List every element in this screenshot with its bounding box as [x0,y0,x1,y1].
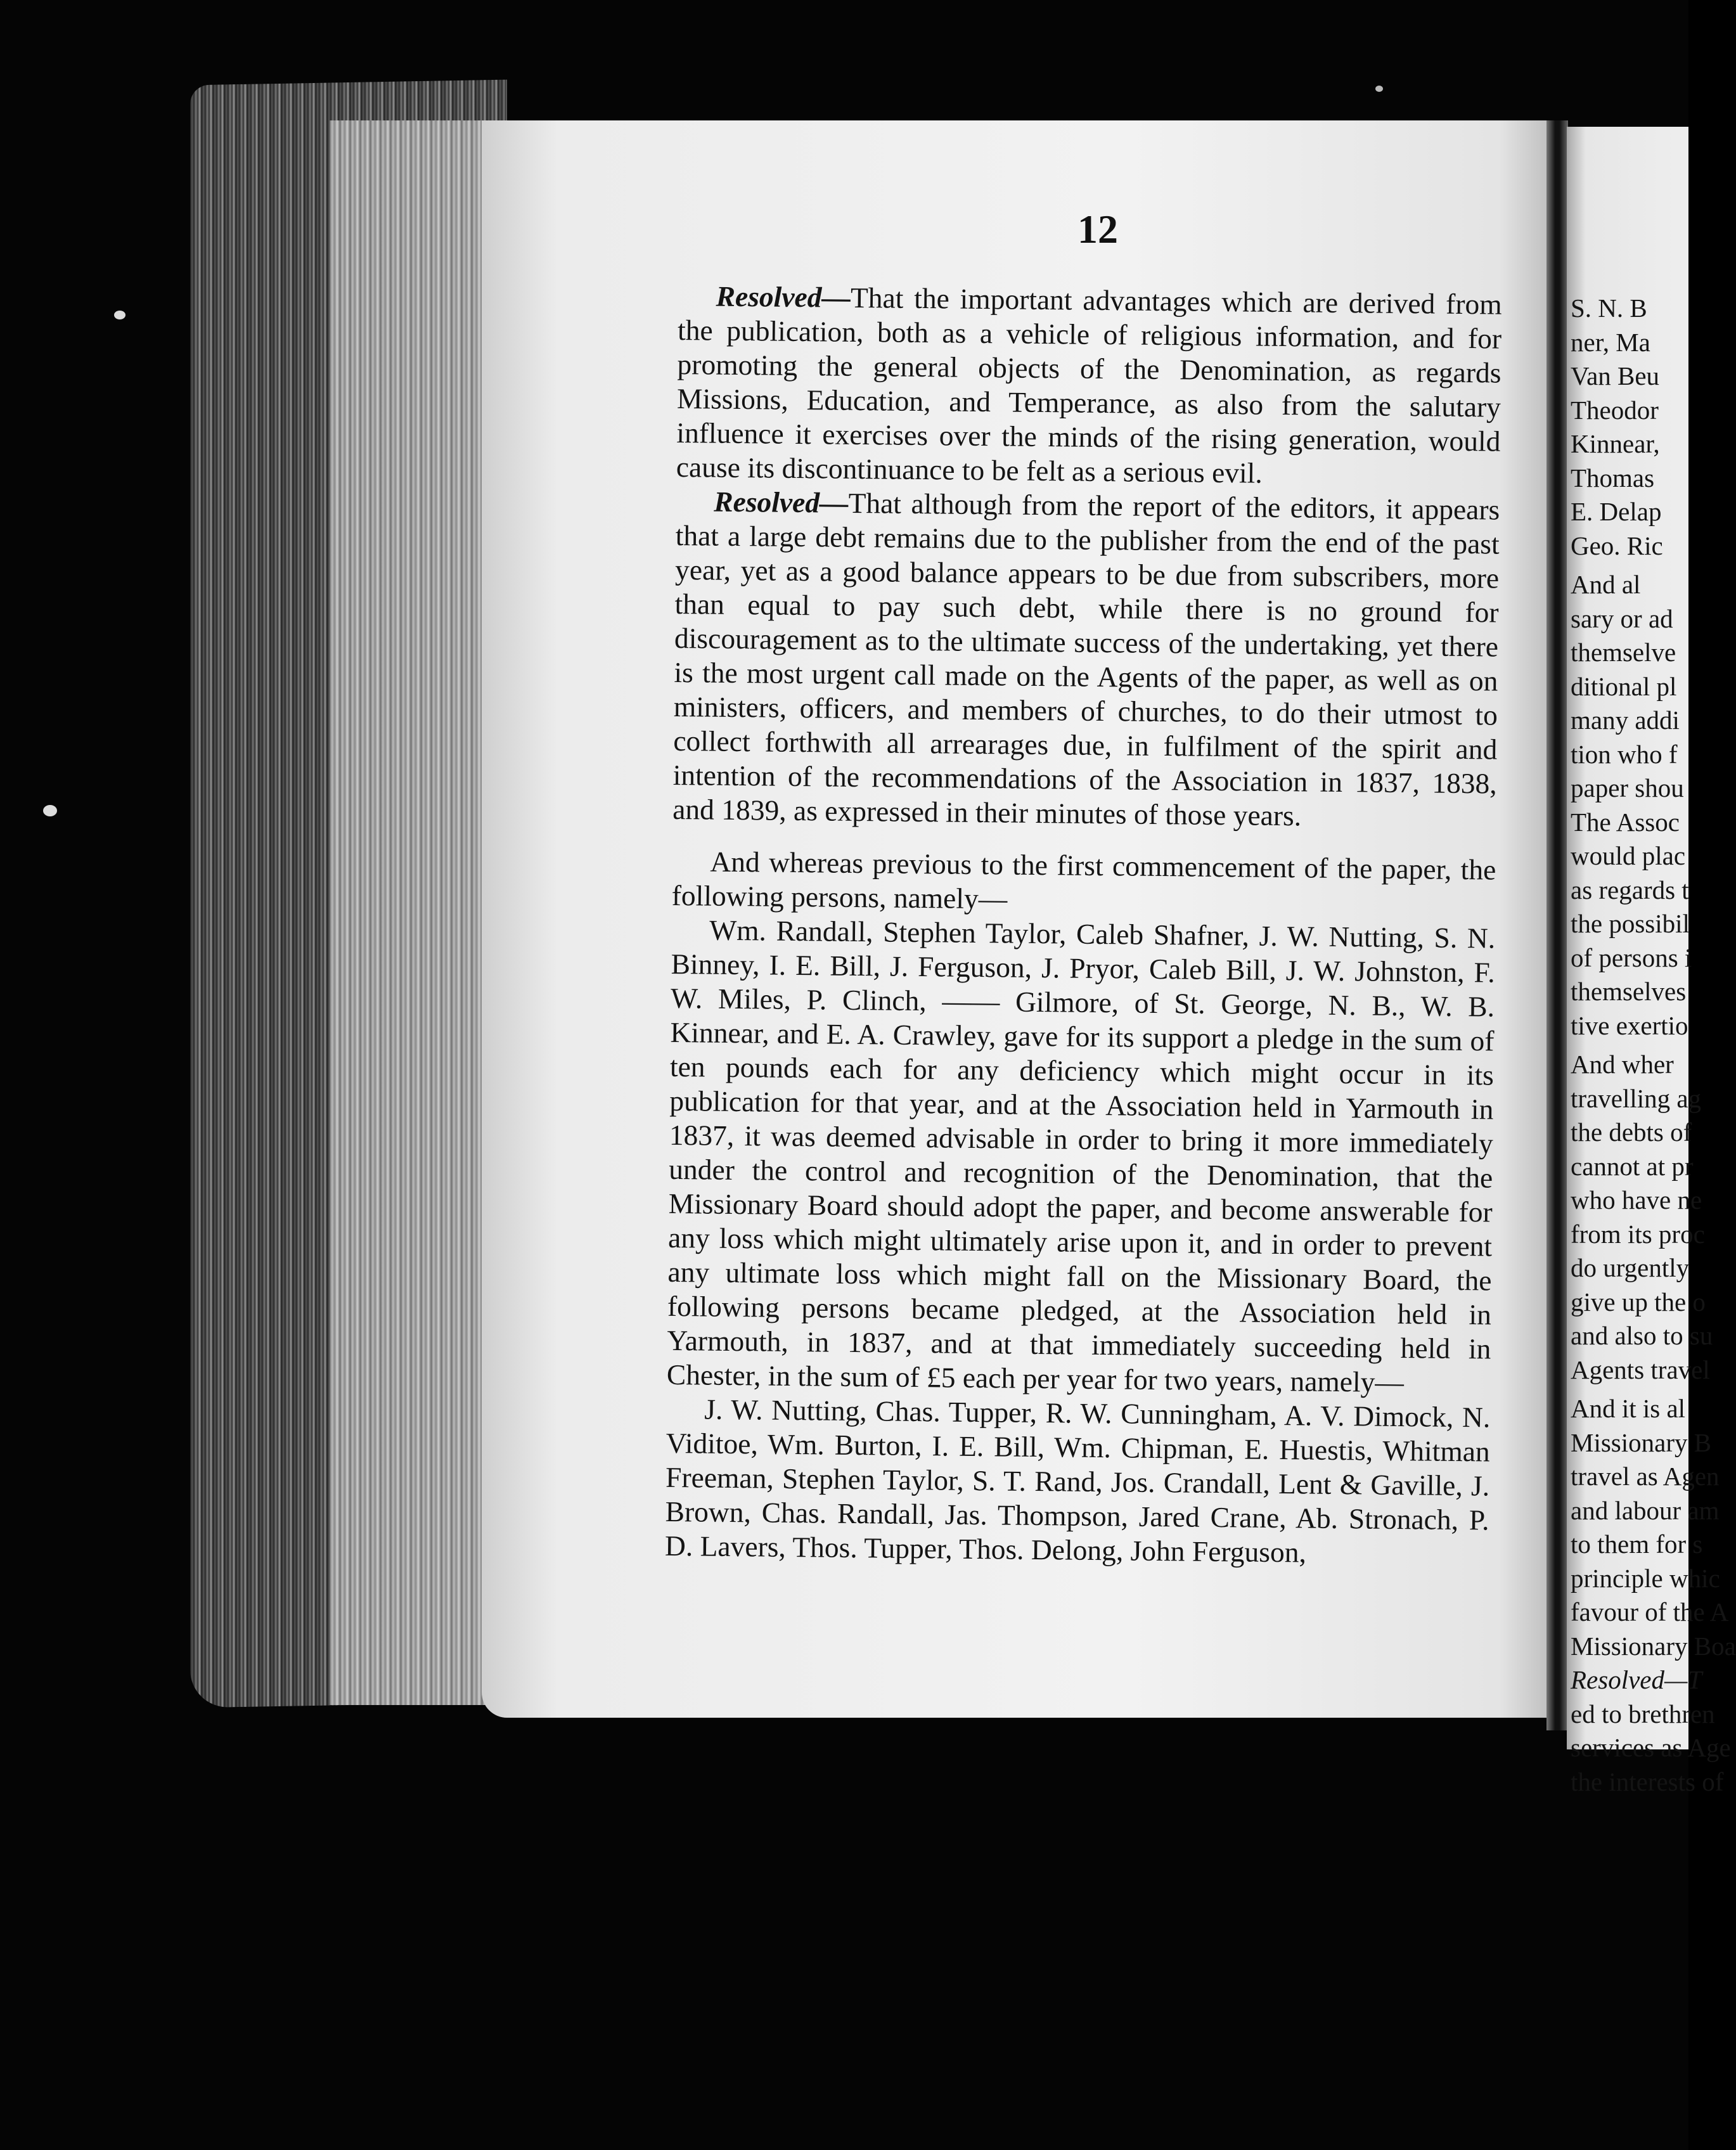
right-page-line: give up the o [1571,1287,1706,1316]
dust-speck [43,805,57,816]
right-page-line: S. N. B [1571,293,1647,323]
pledge-names-list [665,1392,1491,1572]
left-page-text [665,279,1502,1572]
dust-speck [114,311,125,319]
right-page-line: and labour am [1571,1495,1720,1525]
paragraph-text: That although from the report of the editors, it appears that a large debt remains due to the publisher from the end of the past year, yet as a good balance appears to be due from subscribers, more than equal to pay such debt, while there is no ground for discouragement as to the ultimate success of the undertaking, yet there is the most urgent call made on the Agents of the paper, as well as on ministers, officers, and members of churches, to do their utmost to collect forthwith all arrearages due, in fulfilment of the spirit and intention of the recommendations of the Association in 1837, 1838, and 1839, as expressed in their minutes of those years. [672,486,1500,832]
dust-speck [1375,86,1383,92]
paragraph [676,279,1502,493]
paragraph-text: That the important advantages which are derived from the publication, both as a vehicle of religious information, and for promoting the general objects of the Denomination, as regards Missions, Education, and Temperance, as also from the salutary influence it exercises over the minds of the rising generation, would cause its discontinuance to be felt as a serious evil. [676,281,1502,489]
right-page-line: Missionary Boa [1571,1631,1736,1661]
right-page-line: the possibil [1571,909,1690,938]
right-page-line: the interests of [1571,1767,1724,1796]
right-page-line: do urgently [1571,1253,1690,1282]
right-page-line: paper shou [1571,773,1684,802]
page-number: 12 [1077,207,1118,252]
right-page-text [1571,292,1736,1799]
right-page-line: services as Age [1571,1733,1731,1762]
right-page-line: sary or ad [1571,603,1673,633]
right-page-line: from its proc [1571,1219,1705,1249]
right-page-line: The Assoc [1571,807,1680,837]
book-gutter [1546,120,1568,1730]
right-page-line: travel as Agen [1571,1462,1720,1491]
book-page-edges-inner [330,120,494,1705]
right-page-line: to them for s [1571,1529,1703,1559]
right-page-line: the debts of [1571,1117,1692,1147]
right-page-line: Theodor [1571,395,1659,425]
right-page-line: travelling ag [1571,1083,1702,1113]
pledge-names-paragraph [667,913,1496,1401]
right-page-line: cannot at pr [1571,1151,1694,1181]
resolved-lead: Resolved— [716,280,851,314]
right-page-line: as regards t [1571,875,1689,904]
right-page-line: Geo. Ric [1571,531,1663,560]
right-page-line: And al [1571,570,1641,599]
right-page-line: ed to brethren [1571,1699,1715,1728]
right-page-line: Agents travel [1571,1355,1710,1384]
paragraph-text: Wm. Randall, Stephen Taylor, Caleb Shafner, J. W. Nutting, S. N. Binney, I. E. Bill, J. Ferguson, J. Pryor, Caleb Bill, J. W. Johnston, F. W. Miles, P. Clinch, —— Gilmore, of St. George, N. B., W. B. Kinnear, and E. A. Crawley, gave for its support a pledge in the sum of ten pounds each for any deficiency which might occur in its publication for that year, and at the Association held in Yarmouth in 1837, it was deemed advisable in order to bring it more immediately under the control and recognition of the Denomination, that the Missionary Board should adopt the paper, and become answerable for any loss which might ultimately arise upon it, and in order to prevent any ultimate loss which might fall on the Missionary Board, the following persons became pledged, at the Association held in Yarmouth, in 1837, and at that immediately succeeding held in Chester, in the sum of £5 each per year for two years, namely— [666,913,1496,1399]
right-page-line: Resolved—T [1571,1665,1702,1694]
right-page-line: ditional pl [1571,671,1677,701]
right-page-line: And it is al [1571,1394,1686,1423]
right-page-line: And wher [1571,1050,1674,1079]
right-page-line: tive exertio [1571,1010,1688,1040]
resolved-lead: Resolved— [714,485,849,519]
right-page-line: Thomas [1571,463,1655,492]
right-page-line: who have ne [1571,1185,1702,1214]
right-page-line: themselve [1571,638,1676,667]
right-page-line: principle whic [1571,1563,1720,1593]
right-page-line: Missionary B [1571,1427,1712,1457]
right-page-line: would plac [1571,841,1686,870]
paragraph [672,844,1496,922]
right-page-line: Van Beu [1571,361,1660,390]
right-page-line: of persons i [1571,943,1692,972]
paragraph-text: J. W. Nutting, Chas. Tupper, R. W. Cunningham, A. V. Dimock, N. Viditoe, Wm. Burton, I. E. Bill, Wm. Chipman, E. Huestis, Whitman Freeman, Stephen Taylor, S. T. Rand, Jos. Crandall, Lent & Gaville, J. Brown, Chas. Randall, Jas. Thompson, Jared Crane, Ab. Stronach, P. D. Lavers, Thos. Tupper, Thos. Delong, John Ferguson, [664,1393,1491,1569]
right-page-line: tion who f [1571,739,1678,769]
paragraph [672,484,1500,835]
paragraph-text: And whereas previous to the first commencement of the paper, the following persons, namely— [671,845,1496,915]
right-page-line: and also to su [1571,1321,1713,1350]
right-page-line: E. Delap [1571,497,1662,526]
right-page-line: favour of the A [1571,1597,1729,1626]
right-page-line: ner, Ma [1571,327,1650,357]
right-page-line: many addi [1571,705,1680,735]
right-page-line: themselves [1571,977,1687,1006]
right-page-line: Kinnear, [1571,429,1660,458]
